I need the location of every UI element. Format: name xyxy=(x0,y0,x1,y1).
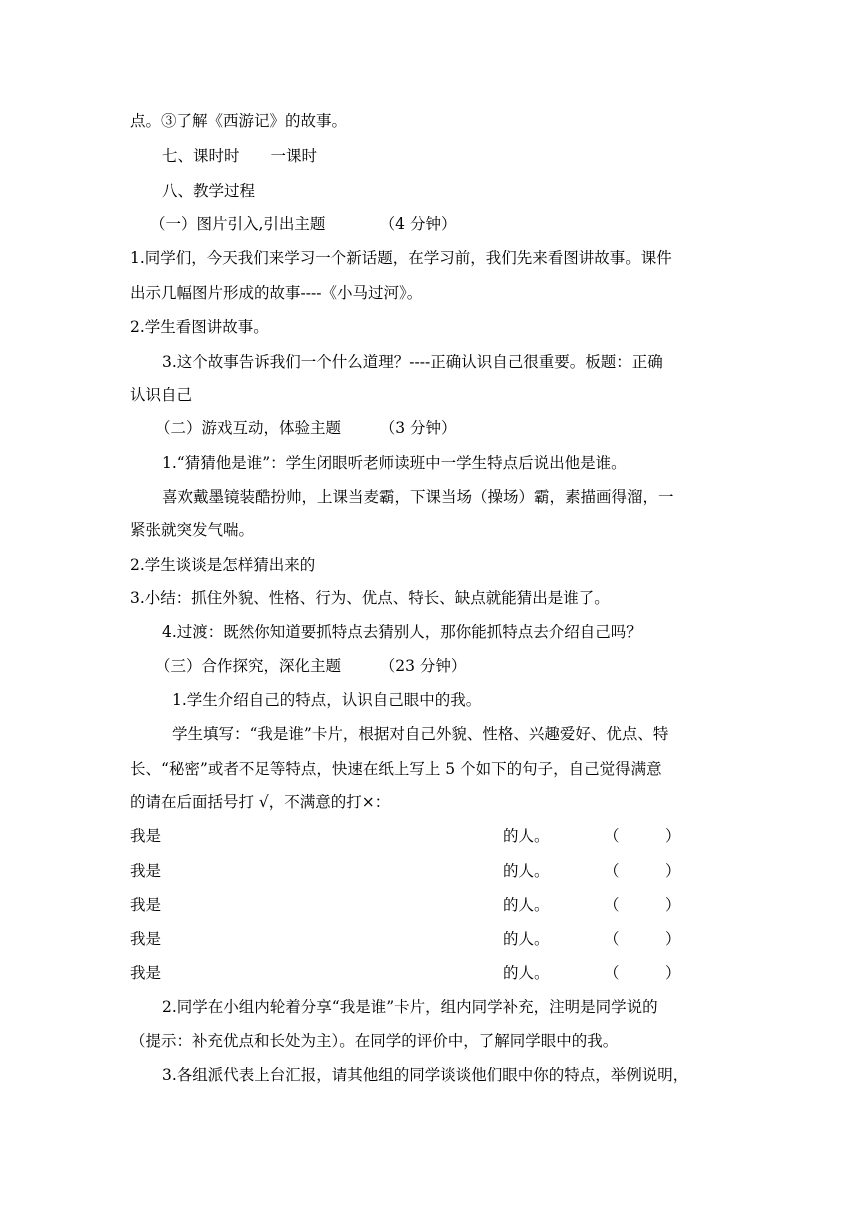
card-row-end: 的人。 xyxy=(503,930,550,948)
text-line: 4.过渡：既然你知道要抓特点去猜别人，那你能抓特点去介绍自己吗？ xyxy=(162,623,642,641)
text-line: 2.学生谈谈是怎样猜出来的 xyxy=(130,556,316,574)
text-line: 2.同学在小组内轮着分享“我是谁”卡片，组内同学补充，注明是同学说的 xyxy=(162,998,658,1016)
card-row-end: 的人。 xyxy=(503,862,550,880)
card-row-bracket-close: ） xyxy=(665,827,681,845)
card-row-bracket-close: ） xyxy=(665,862,681,880)
text-line: 长、“秘密”或者不足等特点，快速在纸上写上 5 个如下的句子，自己觉得满意 xyxy=(130,760,662,778)
card-row-bracket-open: （ xyxy=(604,964,620,982)
text-line: 出示几幅图片形成的故事----《小马过河》。 xyxy=(130,284,423,302)
subsection-heading-2: （二）游戏互动，体验主题 （3 分钟） xyxy=(155,419,457,437)
text-line: 学生填写：“我是谁”卡片，根据对自己外貌、性格、兴趣爱好、优点、特 xyxy=(172,725,669,743)
subsection-heading-1: （一）图片引入,引出主题 （4 分钟） xyxy=(150,215,457,233)
card-row-bracket-close: ） xyxy=(665,964,681,982)
text-line: 3.各组派代表上台汇报，请其他组的同学谈谈他们眼中你的特点，举例说明， xyxy=(162,1066,689,1084)
card-row-start: 我是 xyxy=(130,862,162,880)
text-line: （提示：补充优点和长处为主）。在同学的评价中，了解同学眼中的我。 xyxy=(130,1032,619,1050)
card-row-end: 的人。 xyxy=(503,827,550,845)
card-row-bracket-close: ） xyxy=(665,930,681,948)
text-line: 紧张就突发气喘。 xyxy=(130,521,255,539)
card-row-start: 我是 xyxy=(130,964,162,982)
text-line: 2.学生看图讲故事。 xyxy=(130,318,269,336)
text-line: 3.小结：抓住外貌、性格、行为、优点、特长、缺点就能猜出是谁了。 xyxy=(130,589,610,607)
card-row-bracket-open: （ xyxy=(604,896,620,914)
text-line: 点。③了解《西游记》的故事。 xyxy=(130,112,348,130)
card-row-bracket-close: ） xyxy=(665,896,681,914)
card-row-start: 我是 xyxy=(130,930,162,948)
card-row-bracket-open: （ xyxy=(604,862,620,880)
card-row-end: 的人。 xyxy=(503,964,550,982)
subsection-heading-3: （三）合作探究，深化主题 （23 分钟） xyxy=(155,657,467,675)
card-row-bracket-open: （ xyxy=(604,930,620,948)
card-row-end: 的人。 xyxy=(503,896,550,914)
text-line: 1.同学们，今天我们来学习一个新话题，在学习前，我们先来看图讲故事。课件 xyxy=(130,249,672,267)
text-line: 喜欢戴墨镜装酷扮帅，上课当麦霸，下课当场（操场）霸，素描画得溜，一 xyxy=(162,488,674,506)
card-row-start: 我是 xyxy=(130,896,162,914)
text-line: 的请在后面括号打 √，不满意的打×： xyxy=(130,793,391,811)
text-line: 认识自己 xyxy=(130,386,193,404)
card-row-bracket-open: （ xyxy=(604,827,620,845)
section-heading-teaching-process: 八、教学过程 xyxy=(162,182,256,200)
card-row-start: 我是 xyxy=(130,827,162,845)
text-line: 1.“猜猜他是谁”：学生闭眼听老师读班中一学生特点后说出他是谁。 xyxy=(162,454,627,472)
text-line: 3.这个故事告诉我们一个什么道理？----正确认识自己很重要。板题：正确 xyxy=(162,353,663,371)
section-heading-class-hours: 七、课时时 一课时 xyxy=(162,147,318,165)
text-line: 1.学生介绍自己的特点，认识自己眼中的我。 xyxy=(172,691,482,709)
